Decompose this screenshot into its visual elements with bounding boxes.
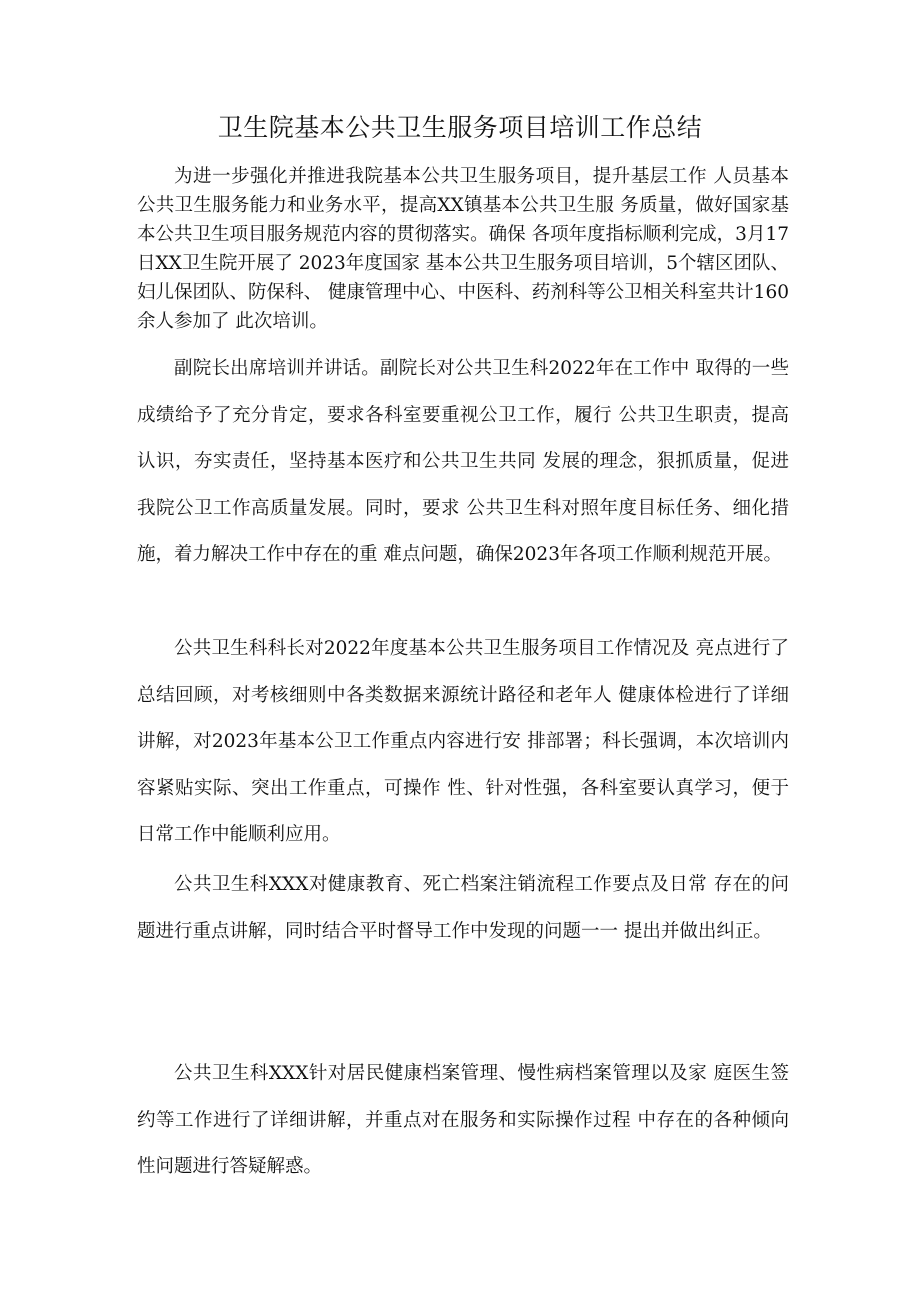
paragraph-vice-president-speech: 副院长出席培训并讲话。副院长对公共卫生科2022年在工作中 取得的一些成绩给予了充分肯定，要求各科室要重视公卫工作，履行 公共卫生职责，提高认识，夯实责任，坚持基本医疗和公共卫生共同 发展的理念，狠抓质量，促进我院公卫工作高质量发展。同时，要求 公共卫生科对照年度目标任务、细化措施，着力解决工作中存在的重 难点问题，确保2023年各项工作顺利规范开展。 — [137, 358, 789, 565]
document-title: 卫生院基本公共卫生服务项目培训工作总结 — [217, 113, 703, 142]
paragraph-health-education: 公共卫生科XXX对健康教育、死亡档案注销流程工作要点及日常 存在的问题进行重点讲解，同时结合平时督导工作中发现的问题一一 提出并做出纠正。 — [137, 874, 789, 942]
paragraph-section-chief-review: 公共卫生科科长对2022年度基本公共卫生服务项目工作情况及 亮点进行了总结回顾，对考核细则中各类数据来源统计路径和老年人 健康体检进行了详细讲解，对2023年基本公卫工作重点内容进行安 排部署；科长强调，本次培训内容紧贴实际、突出工作重点，可操作 性、针对性强，各科室要认真学习，便于日常工作中能顺利应用。 — [137, 638, 789, 845]
paragraph-intro: 为进一步强化并推进我院基本公共卫生服务项目，提升基层工作 人员基本公共卫生服务能力和业务水平，提高XX镇基本公共卫生服 务质量，做好国家基本公共卫生项目服务规范内容的贯彻落实。确保 各项年度指标顺利完成，3月17日XX卫生院开展了 2023年度国家 基本公共卫生服务项目培训，5个辖区团队、妇儿保团队、防保科、 健康管理中心、中医科、药剂科等公卫相关科室共计160余人参加了 此次培训。 — [137, 166, 789, 332]
paragraph-health-records: 公共卫生科XXX针对居民健康档案管理、慢性病档案管理以及家 庭医生签约等工作进行了详细讲解，并重点对在服务和实际操作过程 中存在的各种倾向性问题进行答疑解惑。 — [137, 1063, 789, 1177]
